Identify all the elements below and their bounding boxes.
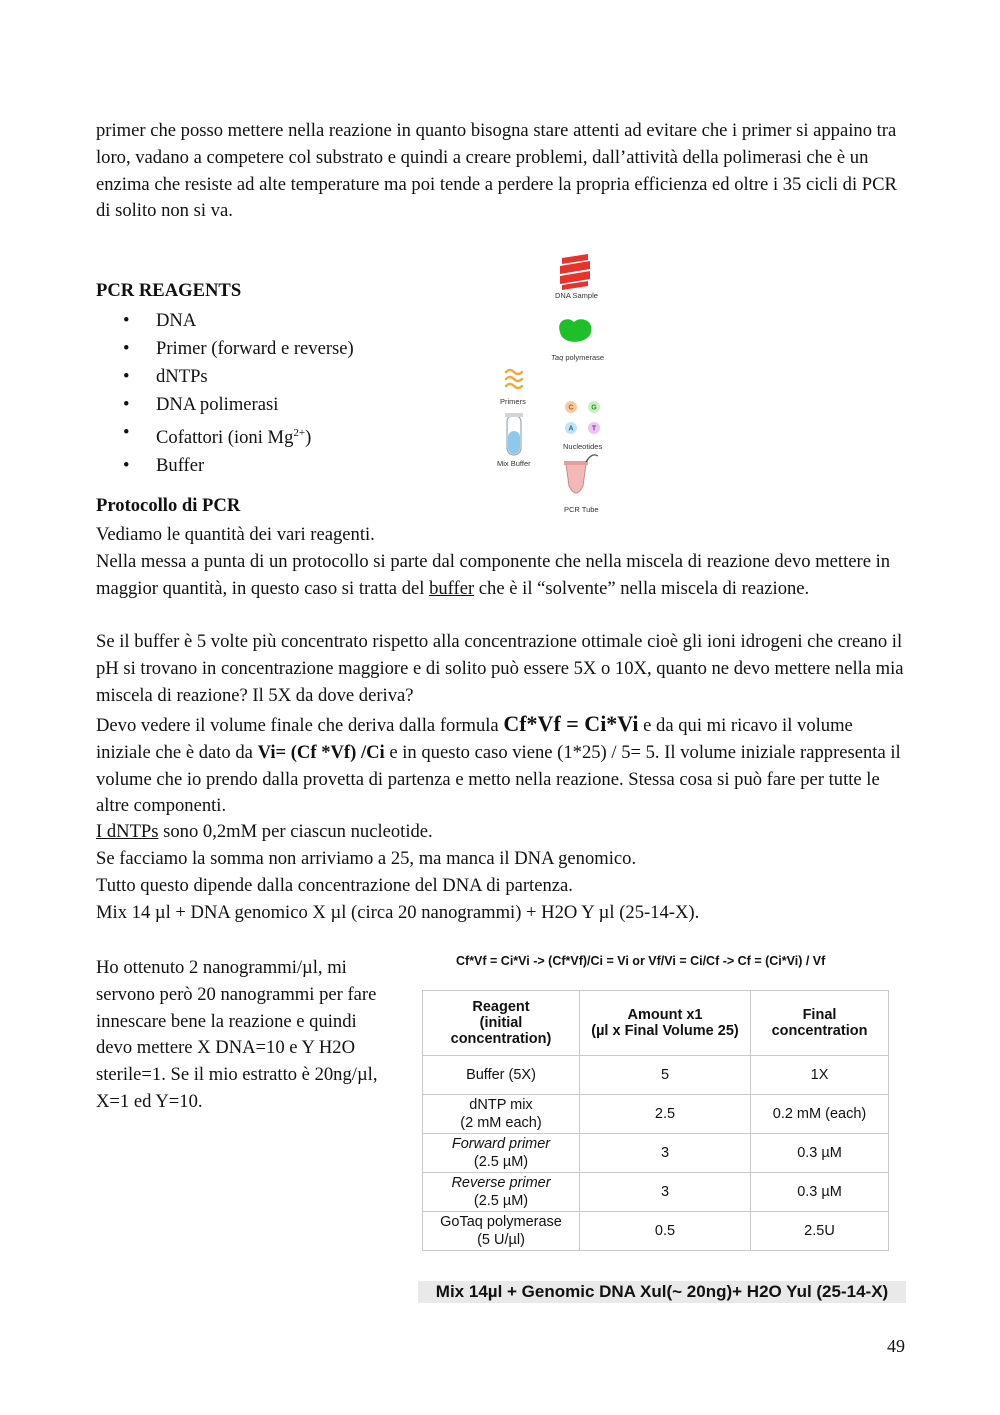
reagent-cell: Reverse primer (2.5 µM)	[423, 1173, 580, 1212]
final-cell: 0.3 µM	[751, 1134, 889, 1173]
protocol-formula-paragraph: Devo vedere il volume finale che deriva dalla formula Cf*Vf = Ci*Vi e da qui mi ricavo il volume iniziale che è dato da Vi= (Cf *Vf) /Ci e in questo caso viene (1*25) / 5= 5. Il volume iniziale rappresenta il volume che io prendo dalla provetta di partenza e metto nella reazione. Stessa cosa si può fare per tutte le altre componenti.	[96, 711, 901, 817]
reagents-heading: PCR REAGENTS	[96, 280, 242, 301]
amount-cell: 3	[580, 1173, 751, 1212]
list-item: • Primer (forward e reverse)	[96, 335, 354, 363]
amount-cell: 2.5	[580, 1095, 751, 1134]
formula-line: Cf*Vf = Ci*Vi -> (Cf*Vf)/Ci = Vi or Vf/Vi = Ci/Cf -> Cf = (Ci*Vi) / Vf	[456, 954, 826, 968]
reagent-cell: GoTaq polymerase (5 U/µl)	[423, 1212, 580, 1251]
taq-polymerase-icon	[559, 319, 591, 342]
sum-line: Se facciamo la somma non arriviamo a 25, ma manca il DNA genomico.	[96, 848, 637, 869]
dependency-line: Tutto questo dipende dalla concentrazione del DNA di partenza.	[96, 875, 573, 896]
taq-polymerase-label: Taq polymerase	[551, 353, 605, 362]
mix-summary-bar: Mix 14µl + Genomic DNA Xul(~ 20ng)+ H2O Yul (25-14-X)	[418, 1281, 906, 1303]
list-item: • Buffer	[96, 452, 354, 480]
svg-text:G: G	[591, 404, 597, 412]
mix-buffer-label: Mix Buffer	[497, 459, 531, 468]
list-item: • dNTPs	[96, 363, 354, 391]
pcr-tube-icon	[564, 455, 598, 493]
table-row	[423, 1056, 889, 1095]
reagent-cell: dNTP mix (2 mM each)	[423, 1095, 580, 1134]
table-row	[423, 1173, 889, 1212]
final-cell: 0.3 µM	[751, 1173, 889, 1212]
protocol-intro: Vediamo le quantità dei vari reagenti.	[96, 524, 375, 545]
reagent-table	[422, 990, 889, 1251]
table-header-row	[423, 991, 889, 1056]
primers-label: Primers	[500, 397, 526, 406]
svg-text:T: T	[591, 425, 597, 433]
column-header-reagent: Reagent (initial concentration)	[423, 991, 580, 1056]
table-row	[423, 1134, 889, 1173]
column-header-amount: Amount x1 (µl x Final Volume 25)	[580, 991, 751, 1056]
reagent-cell: Forward primer (2.5 µM)	[423, 1134, 580, 1173]
list-item: • Cofattori (ioni $Mg^{2+}$)	[96, 419, 354, 452]
nucleotides-icon	[565, 401, 600, 434]
table-row	[423, 1212, 889, 1251]
final-cell: 1X	[751, 1056, 889, 1095]
reagent-cell: Buffer (5X)	[423, 1056, 580, 1095]
table-row	[423, 1095, 889, 1134]
amount-cell: 5	[580, 1056, 751, 1095]
mix-buffer-icon	[505, 413, 523, 455]
amount-cell: 0.5	[580, 1212, 751, 1251]
nucleotides-label: Nucleotides	[563, 442, 603, 451]
dna-sample-icon	[560, 254, 590, 290]
list-item: • DNA polimerasi	[96, 391, 354, 419]
amount-cell: 3	[580, 1134, 751, 1173]
page-number: 49	[887, 1336, 905, 1356]
list-item: • DNA	[96, 307, 354, 335]
dna-sample-label: DNA Sample	[555, 291, 598, 300]
intro-paragraph: primer che posso mettere nella reazione in quanto bisogna stare attenti ad evitare che i primer si appaino tra loro, vadano a competere col substrato e quindi a creare problemi, dall’attività della polimerasi che è un enzima che resiste ad alte temperature ma poi tende a perdere la propria efficienza ed oltre i 35 cicli di PCR di solito non si va.	[96, 120, 897, 222]
protocol-heading: Protocollo di PCR	[96, 495, 241, 516]
svg-text:C: C	[568, 404, 574, 412]
dntps-line: I dNTPs sono 0,2mM per ciascun nucleotide.	[96, 821, 433, 842]
svg-text:A: A	[568, 425, 574, 433]
pcr-reagents-illustration	[490, 248, 620, 518]
reagents-list	[96, 307, 354, 480]
final-cell: 2.5U	[751, 1212, 889, 1251]
protocol-buffer-paragraph: Nella messa a punta di un protocollo si parte dal componente che nella miscela di reazione devo mettere in maggior quantità, in questo caso si tratta del buffer che è il “solvente” nella miscela di reazione.	[96, 551, 891, 599]
primers-icon	[506, 370, 522, 388]
final-cell: 0.2 mM (each)	[751, 1095, 889, 1134]
pcr-tube-label: PCR Tube	[564, 505, 599, 514]
protocol-concentration-paragraph: Se il buffer è 5 volte più concentrato rispetto alla concentrazione ottimale cioè gli ioni idrogeni che creano il pH si trovano in concentrazione maggiore e di solito può essere 5X o 10X, quanto ne devo mettere nella mia miscela di reazione? Il 5X da dove deriva?	[96, 631, 904, 706]
column-header-final: Final concentration	[751, 991, 889, 1056]
mix-line: Mix 14 µl + DNA genomico X µl (circa 20 nanogrammi) + H2O Y µl (25-14-X).	[96, 902, 700, 923]
side-paragraph: Ho ottenuto 2 nanogrammi/µl, mi servono però 20 nanogrammi per fare innescare bene la reazione e quindi devo mettere X DNA=10 e Y H2O sterile=1. Se il mio estratto è 20ng/µl, X=1 ed Y=10.	[96, 957, 378, 1112]
